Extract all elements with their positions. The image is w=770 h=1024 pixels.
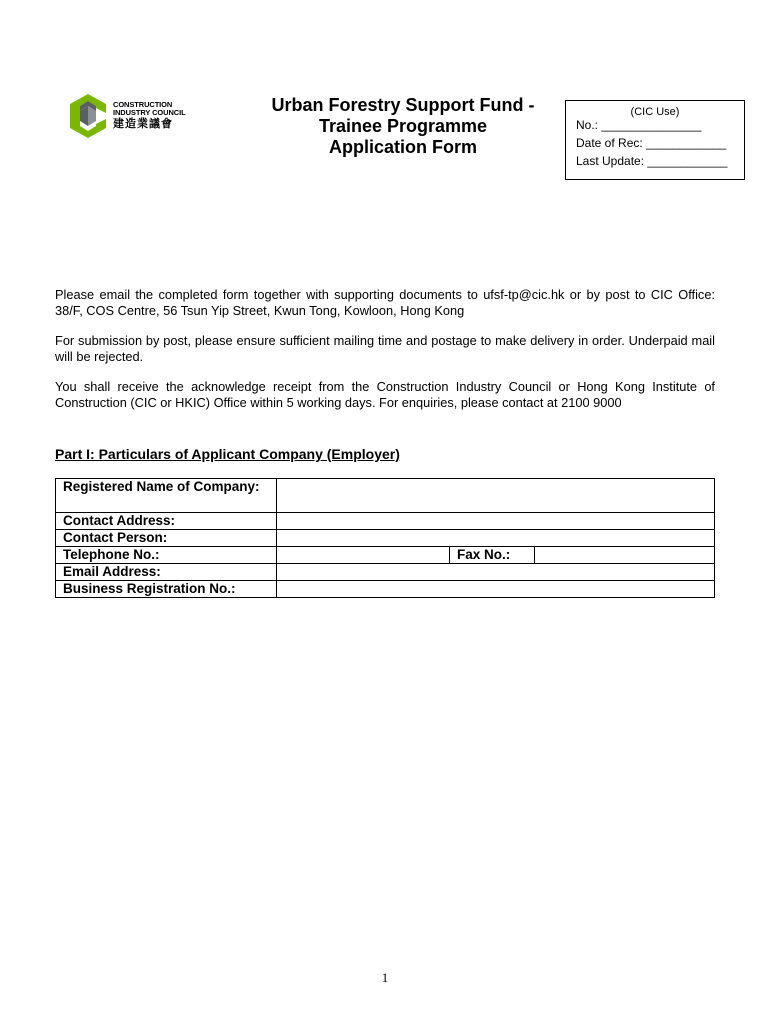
title-line3: Application Form <box>329 137 477 157</box>
telephone-input[interactable] <box>277 547 450 564</box>
cic-no-field: No.: _______________ <box>576 118 702 132</box>
br-no-input[interactable] <box>277 581 715 598</box>
address-input[interactable] <box>277 513 715 530</box>
table-row <box>56 581 715 598</box>
title-line1: Urban Forestry Support Fund - <box>271 95 535 115</box>
cic-date-field: Date of Rec: ____________ <box>576 136 727 150</box>
page-number: 1 <box>381 970 389 985</box>
reg-name-input[interactable] <box>277 479 715 513</box>
fax-input[interactable] <box>535 547 715 564</box>
logo-zh: 建造業議會 <box>113 118 173 130</box>
fax-label: Fax No.: <box>450 547 535 564</box>
logo-text <box>113 101 186 131</box>
cic-update-field: Last Update: ____________ <box>576 154 728 168</box>
cic-logo-mark-icon <box>68 93 108 139</box>
table-row <box>56 530 715 547</box>
address-label: Contact Address: <box>56 513 277 530</box>
br-no-label: Business Registration No.: <box>56 581 277 598</box>
part1-title: Part I: Particulars of Applicant Company (Employer) <box>55 446 400 462</box>
cic-use-heading: (CIC Use) <box>630 106 680 118</box>
table-row <box>56 479 715 513</box>
reg-name-label: Registered Name of Company: <box>56 479 277 513</box>
contact-person-label: Contact Person: <box>56 530 277 547</box>
table-row <box>56 564 715 581</box>
contact-person-input[interactable] <box>277 530 715 547</box>
instruction-postage: For submission by post, please ensure sufficient mailing time and postage to make delivery in order. Underpaid mail will be rejected. <box>55 333 715 364</box>
cic-use-box <box>565 100 745 180</box>
title-line2: Trainee Programme <box>318 116 488 136</box>
instruction-submission: Please email the completed form together with supporting documents to ufsf-tp@cic.hk or by post to CIC Office: 38/F, COS Centre, 56 Tsun Yip Street, Kwun Tong, Kowloon, Hong Kong <box>55 287 715 318</box>
telephone-label: Telephone No.: <box>56 547 277 564</box>
email-input[interactable] <box>277 564 715 581</box>
form-title <box>248 95 558 158</box>
applicant-company-table <box>55 478 715 598</box>
email-label: Email Address: <box>56 564 277 581</box>
instruction-receipt: You shall receive the acknowledge receipt from the Construction Industry Council or Hong Kong Institute of Construction (CIC or HKIC) Office within 5 working days. For enquiries, please contact at 2100 9000 <box>55 379 715 410</box>
cic-logo <box>68 93 198 143</box>
table-row <box>56 547 715 564</box>
logo-en-line1: CONSTRUCTION <box>113 100 173 109</box>
logo-en-line2: INDUSTRY COUNCIL <box>113 108 186 117</box>
table-row <box>56 513 715 530</box>
